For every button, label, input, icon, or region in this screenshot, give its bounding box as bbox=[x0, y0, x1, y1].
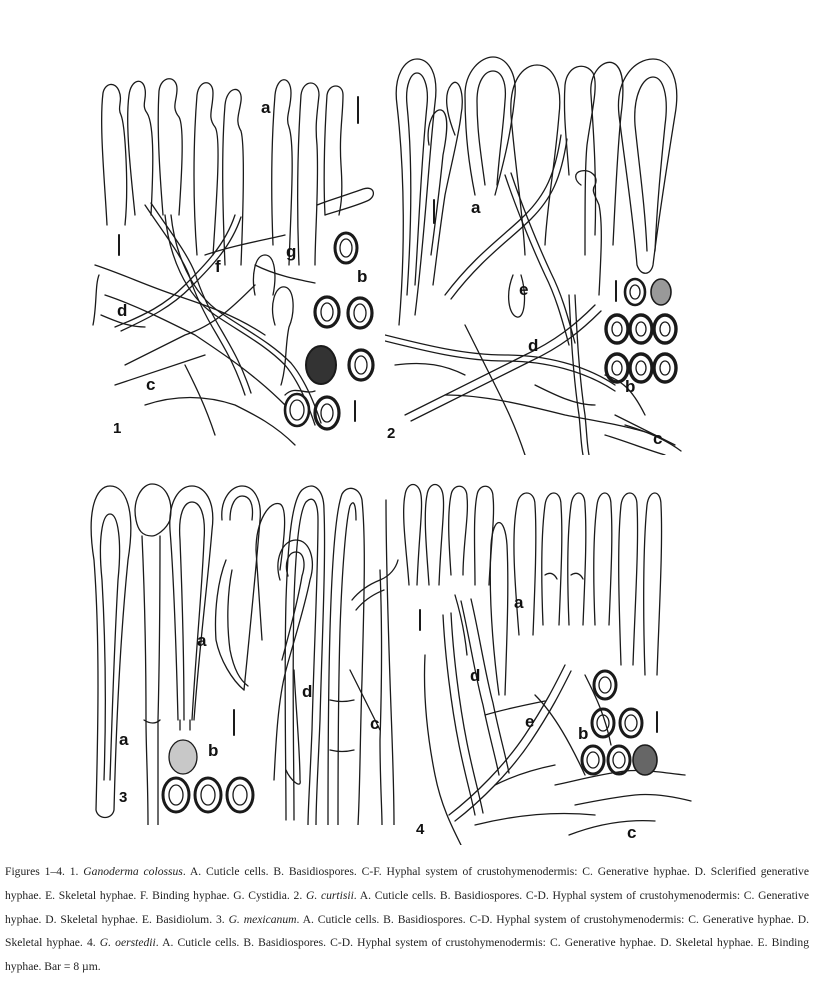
caption-segment: . A. Cuticle cells. B. Basidiospores. C-D. Hyphal system of crustohymenodermis: C. Generative hyphae. D. Skeletal hyphae. E. Binding hyphae. Bar = 8 µm. bbox=[5, 936, 809, 974]
basidiospores-4 bbox=[582, 671, 657, 775]
panel-1-label-b: b bbox=[357, 267, 368, 286]
hyphae-network-1 bbox=[93, 203, 321, 445]
caption-segment: Figures 1–4. 1. bbox=[5, 865, 84, 878]
skeletal-hyphae-3 bbox=[285, 486, 398, 825]
panel-4-label-e: e bbox=[525, 712, 535, 731]
panel-4-drawing bbox=[395, 475, 695, 845]
panel-2-label-a: a bbox=[471, 198, 481, 217]
panel-1-number: 1 bbox=[113, 420, 122, 437]
panel-2-label-d: d bbox=[528, 336, 539, 355]
panel-2-label-b: b bbox=[625, 377, 636, 396]
cuticle-cells-3 bbox=[91, 484, 312, 825]
figure-caption bbox=[5, 860, 809, 979]
panel-2-label-e: e bbox=[519, 280, 529, 299]
panel-1-label-g: g bbox=[286, 242, 297, 261]
panel-2-label-c: c bbox=[653, 429, 663, 448]
hyphae-network-2 bbox=[385, 295, 681, 455]
caption-segment: . A. Cuticle cells. B. Basidiospores. C-D. Hyphal system of crustohymenodermis: C. Generative hyphae. D. Skeletal hyphae. 4. bbox=[5, 912, 809, 950]
panel-3-label-a-left: a bbox=[119, 730, 129, 749]
caption-species-name: G. oerstedii bbox=[99, 936, 156, 950]
panel-3-label-c: c bbox=[370, 714, 380, 733]
caption-species-name: G. curtisii bbox=[305, 888, 354, 902]
panel-4-number: 4 bbox=[416, 821, 425, 838]
panel-1-label-d: d bbox=[117, 301, 128, 320]
panel-1-label-a: a bbox=[261, 98, 271, 117]
cuticle-cells-1 bbox=[102, 79, 374, 265]
panel-3-label-b: b bbox=[208, 741, 219, 760]
panel-4-label-c: c bbox=[627, 823, 637, 842]
panel-3-label-a-right: a bbox=[197, 631, 207, 650]
panel-1-label-c: c bbox=[146, 375, 156, 394]
panel-2-drawing bbox=[385, 55, 685, 455]
basidiospores-1 bbox=[285, 233, 373, 429]
panel-2-number: 2 bbox=[387, 425, 396, 442]
panel-3-label-d: d bbox=[302, 682, 313, 701]
panel-1-drawing bbox=[85, 65, 385, 450]
panel-3-number: 3 bbox=[119, 789, 128, 806]
panel-4-label-b: b bbox=[578, 724, 589, 743]
caption-species-name: G. mexicanum bbox=[228, 912, 297, 926]
caption-segment: . A. Cuticle cells. B. Basidiospores. C-D. Hyphal system of crustohymenodermis: C. Generative hyphae. D. Skeletal hyphae. E. Basidiolum. 3. bbox=[5, 888, 809, 926]
cuticle-cells-4 bbox=[404, 485, 662, 696]
caption-segment: . A. Cuticle cells. B. Basidiospores. C-F. Hyphal system of crustohymenodermis: C. Generative hyphae. D. Sclerified generative hyphae. E. Skeletal hyphae. F. Binding hyphae. G. Cystidia. 2. bbox=[5, 865, 809, 902]
panel-1-label-f: f bbox=[215, 257, 221, 276]
cuticle-cells-2b bbox=[445, 135, 601, 345]
panel-4-label-a: a bbox=[514, 593, 524, 612]
caption-species-name: Ganoderma colossus bbox=[83, 865, 183, 878]
panel-4-label-d: d bbox=[470, 666, 481, 685]
panel-3-drawing bbox=[80, 480, 400, 825]
